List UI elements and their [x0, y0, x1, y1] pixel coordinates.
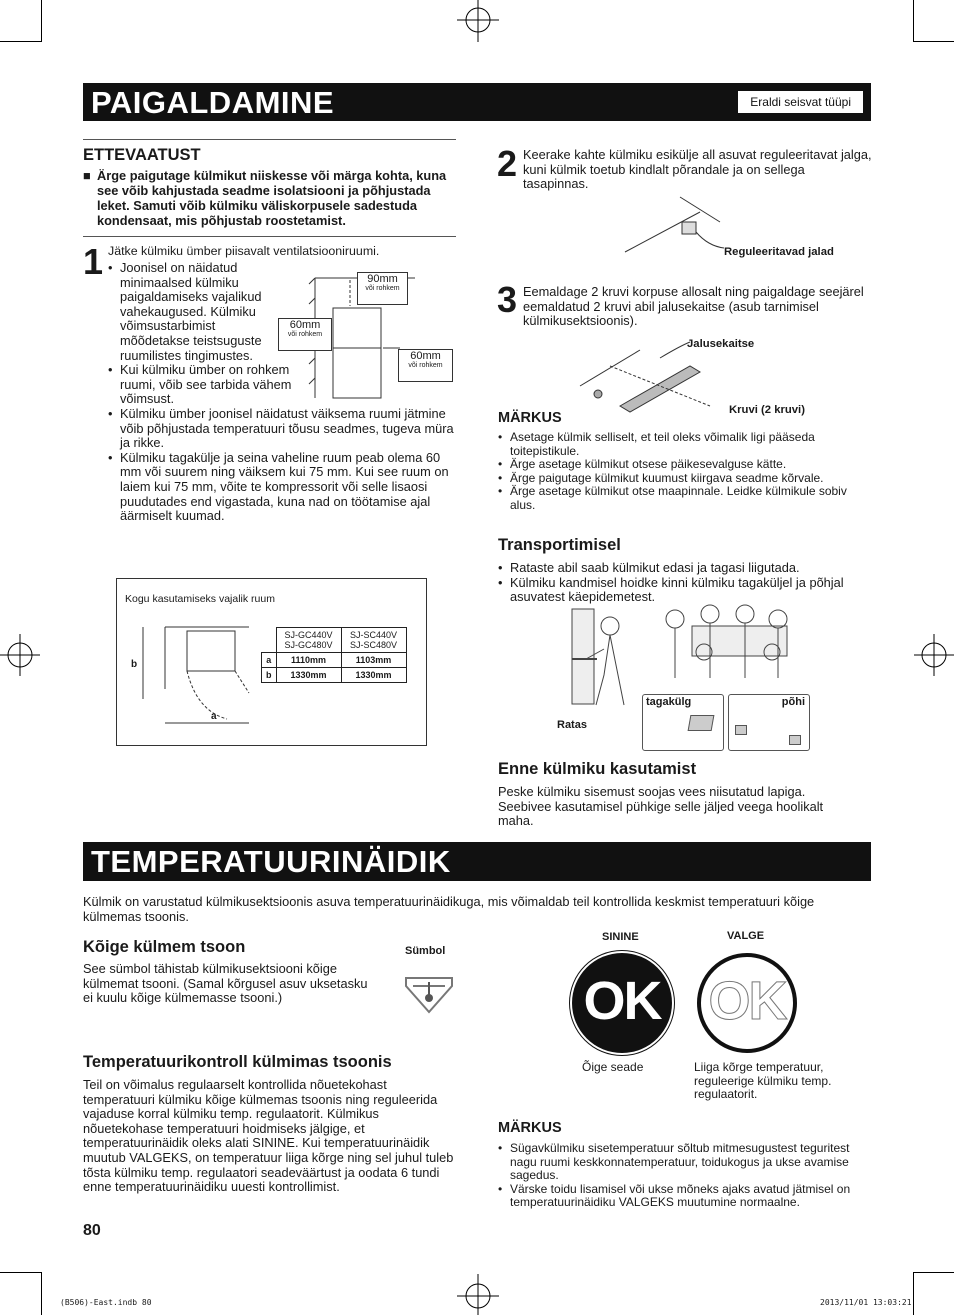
coldest-zone-symbol-icon [403, 964, 455, 1016]
blue-caption: Õige seade [582, 1060, 644, 1074]
space-diagram [131, 619, 261, 734]
ok-blue-indicator: OK [572, 953, 672, 1053]
list-item: • Ärge asetage külmikut otse maapinnale. Leidke külmikule sobiv alus. [498, 485, 870, 512]
before-use-heading: Enne külmiku kasutamist [498, 760, 697, 778]
step2-text: Keerake kahte külmiku esikülje all asuvat reguleeritavat jalga, kuni külmik toetub kindlalt põrandale ja on sellega tasapinnas. [523, 147, 872, 192]
left-clearance-label: 60mm või rohkem [278, 318, 332, 351]
step-number: 2 [497, 143, 518, 184]
note-list [498, 1142, 870, 1210]
top-clearance-label: 90mm või rohkem [357, 272, 408, 305]
table-row: a 1110mm 1103mm [262, 653, 407, 668]
coldest-zone-heading: Kõige külmem tsoon [83, 938, 246, 956]
handle-icon [688, 715, 715, 731]
wheel-label: Ratas [557, 719, 587, 731]
section-banner-installation [83, 83, 871, 121]
list-item: • Värske toidu lisamisel või ukse mõneks ajaks avatud jätmisel on temperatuurinäidiku VALGEKS muutumine normaalne. [498, 1183, 870, 1210]
adjustable-feet-illustration [620, 192, 730, 264]
step-number: 1 [83, 241, 104, 282]
label-b: b [131, 659, 138, 670]
step1-intro: Jätke külmiku ümber piisavalt ventilatsiooniruumi. [108, 244, 380, 258]
back-handle-box: tagakülg [642, 694, 724, 751]
section-banner-indicator [83, 842, 871, 881]
step-number: 3 [497, 279, 518, 320]
list-item: • Asetage külmik selliselt, et teil oleks võimalik ligi pääseda toitepistikule. [498, 431, 870, 458]
list-item: • Ärge paigutage külmikut kuumust kiirgava seadme kõrvale. [498, 472, 870, 486]
right-clearance-label: 60mm või rohkem [398, 349, 453, 382]
blue-label: SININE [602, 931, 639, 943]
ok-white-indicator: OK [697, 953, 797, 1053]
transport-heading: Transportimisel [498, 536, 621, 554]
list-item: • Külmiku ümber joonisel näidatust väiksema ruumi jätmine võib põhjustada temperatuuri tõusu seadmes, tugeva müra ja rikke. [108, 407, 454, 451]
note-list [498, 431, 870, 512]
white-caption: Liiga kõrge temperatuur, reguleerige külmiku temp. regulaatorit. [694, 1060, 832, 1101]
registration-mark-icon [914, 632, 954, 678]
registration-mark-icon [455, 0, 501, 46]
caution-text: ■ Ärge paigutage külmikut niiskesse või märga kohta, kuna see võib kahjustada seadme isolatsiooni ja põhjustada leket. Samuti võib külmiku väliskorpusele sadestuda kondensaat, mis põhjustab roostetamist. [83, 168, 447, 228]
total-space-box [116, 578, 427, 746]
list-item: • Külmiku kandmisel hoidke kinni külmiku tagaküljel ja põhjal asuvatest käepidemetest. [498, 576, 872, 605]
bottom-handle-box: põhi [728, 694, 810, 751]
note-heading: MÄRKUS [498, 410, 562, 426]
before-use-text: Peske külmiku sisemust soojas vees niisutatud lapiga. Seebivee kasutamisel pühkige selle jäljed veega hoolikalt maha. [498, 784, 824, 829]
handle-icon [735, 725, 747, 735]
screw-label: Kruvi (2 kruvi) [729, 404, 805, 416]
white-label: VALGE [727, 930, 765, 942]
toe-guard-label: Jalusekaitse [687, 338, 755, 350]
symbol-label: Sümbol [405, 945, 446, 957]
list-item: • Kui külmiku ümber on rohkem ruumi, võib see tarbida vähem võimsust. [108, 363, 310, 407]
list-item: • Ärge asetage külmikut otsese päikesevalguse kätte. [498, 458, 870, 472]
step3-text: Eemaldage 2 kruvi korpuse allosalt ning paigaldage seejärel eemaldatud 2 kruvi abil jalusekaitse (asub tarnimisel külmikusektsioonis). [523, 284, 864, 329]
caution-heading: ETTEVAATUST [83, 146, 201, 164]
feet-label: Reguleeritavad jalad [724, 246, 834, 258]
registration-mark-icon [0, 632, 40, 678]
page-number: 80 [83, 1222, 101, 1239]
list-item: • Rataste abil saab külmikut edasi ja tagasi liigutada. [498, 561, 872, 576]
temp-control-text: Teil on võimalus regulaarselt kontrollida nõuetekohast temperatuuri külmiku kõige külmemas tsoonis ning reguleerida vajaduse korral külmiku temp. regulaatorit. Külmikus nõuetekohase temperatuuri hoidmiseks jälgige, et temperatuurinäidik oleks alati SININE. Kui temperatuurinäidik muutub VALGEKS, on temperatuur liiga kõrge ning sel juhul tuleb tõsta külmiku temp. regulaatori seadeväärtust ja oodata 6 tundi enne temperatuurinäidiku uuesti kontrollimist. [83, 1077, 454, 1195]
model-type-tag: Eraldi seisvat tüüpi [738, 91, 863, 113]
list-item: • Sügavkülmiku sisetemperatuur sõltub mitmesugustest teguritest nagu ruumi keskkonnatemperatuur, toidukogus ja ukse avamise sagedus. [498, 1142, 870, 1183]
list-item: • Joonisel on näidatud minimaalsed külmiku paigaldamiseks vajalikud vahekaugused. Külmiku võimsustarbimist mõõdetakse teistsuguste ruumilistes tingimustes. [108, 261, 280, 363]
temp-control-heading: Temperatuurikontroll külmimas tsoonis [83, 1053, 392, 1071]
section-title: PAIGALDAMINE [91, 85, 335, 120]
table-row: b 1330mm 1330mm [262, 668, 407, 683]
list-item: • Külmiku tagakülje ja seina vaheline ruum peab olema 60 mm või suurem ning väiksem kui 75 mm. Kui see ruum on laiem kui 75 mm, võite te kompressorit või selle lisaosi puudutades end vigastada, kuna nad on töötamise ajal äärmiselt kuumad. [108, 451, 454, 524]
handle-icon [789, 735, 801, 745]
dimension-table: SJ-GC440V SJ-GC480V SJ-SC440V SJ-SC480V a 1110mm 1103mm b 1330mm 1330mm [261, 627, 407, 683]
registration-mark-icon [455, 1270, 501, 1315]
footer-date: 2013/11/01 13:03:21 [820, 1298, 912, 1307]
section-title: TEMPERATUURINÄIDIK [91, 844, 451, 879]
transport-list [498, 561, 872, 605]
space-caption: Kogu kasutamiseks vajalik ruum [125, 593, 275, 605]
coldest-zone-text: See sümbol tähistab külmikusektsiooni kõige külmemat tsooni. (Samal kõrgusel asuv uksetasku ei kuulu kõige külmemasse tsooni.) [83, 961, 368, 1006]
footer-file: (B506)-East.indb 80 [60, 1298, 152, 1307]
label-a: a [211, 711, 217, 722]
indicator-intro: Külmik on varustatud külmikusektsioonis asuva temperatuurinäidikuga, mis võimaldab teil kontrollida keskmist temperatuuri kõige külmemas tsoonis. [83, 894, 815, 924]
note-heading: MÄRKUS [498, 1120, 562, 1136]
